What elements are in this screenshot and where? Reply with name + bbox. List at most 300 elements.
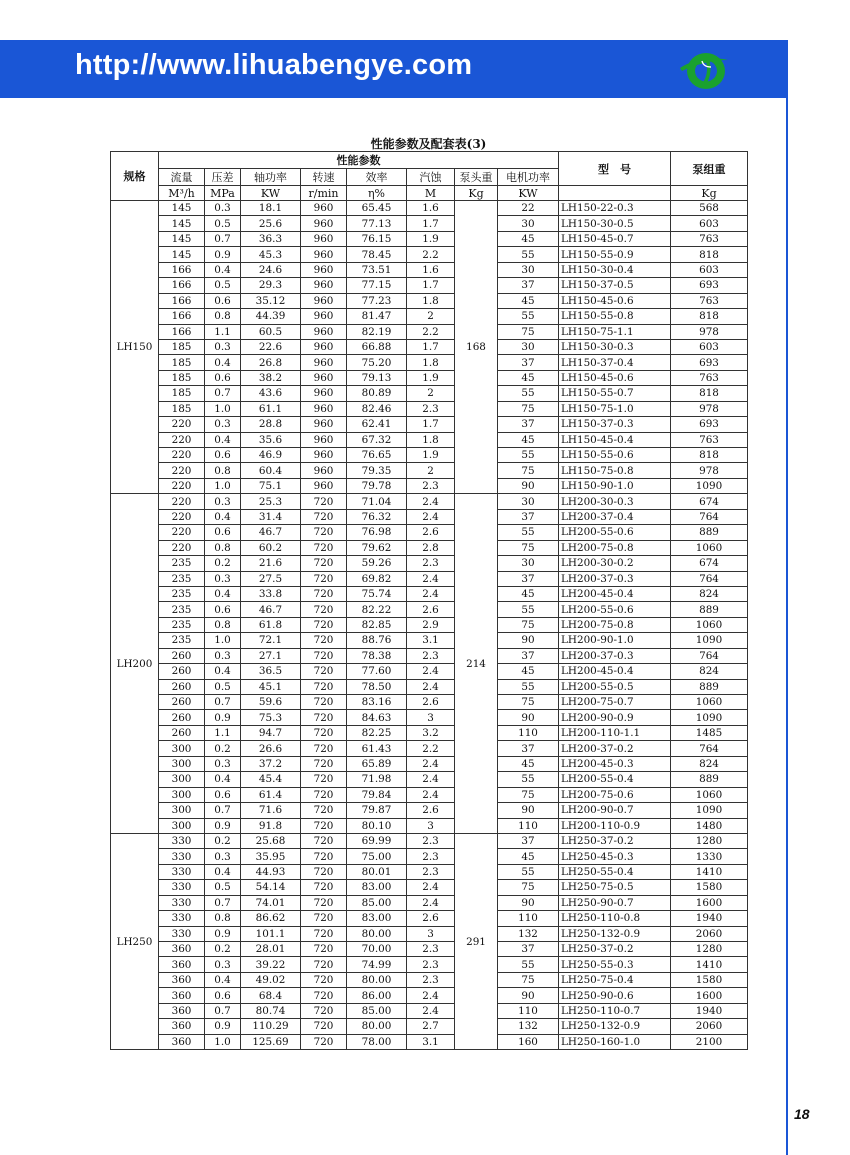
efficiency-cell: 83.16 <box>347 695 407 710</box>
efficiency-cell: 79.13 <box>347 370 407 385</box>
flow-cell: 300 <box>159 772 205 787</box>
motor-power-cell: 55 <box>498 247 559 262</box>
flow-cell: 360 <box>159 942 205 957</box>
model-cell: LH200-45-0.4 <box>559 586 671 601</box>
npsh-cell: 2.3 <box>407 849 455 864</box>
efficiency-cell: 77.60 <box>347 664 407 679</box>
flow-cell: 260 <box>159 648 205 663</box>
efficiency-cell: 78.38 <box>347 648 407 663</box>
flow-cell: 235 <box>159 556 205 571</box>
speed-cell: 960 <box>301 309 347 324</box>
head-cell: 0.7 <box>205 895 241 910</box>
motor-power-cell: 30 <box>498 494 559 509</box>
speed-cell: 720 <box>301 648 347 663</box>
speed-cell: 720 <box>301 509 347 524</box>
npsh-cell: 2.4 <box>407 679 455 694</box>
efficiency-cell: 78.00 <box>347 1034 407 1049</box>
motor-power-cell: 55 <box>498 772 559 787</box>
weight-cell: 763 <box>671 231 748 246</box>
flow-cell: 145 <box>159 231 205 246</box>
weight-cell: 1940 <box>671 911 748 926</box>
head-cell: 0.4 <box>205 432 241 447</box>
flow-cell: 220 <box>159 509 205 524</box>
speed-cell: 960 <box>301 448 347 463</box>
model-cell: LH150-45-0.6 <box>559 370 671 385</box>
weight-cell: 603 <box>671 216 748 231</box>
npsh-cell: 2.9 <box>407 617 455 632</box>
unit-shaft-power: KW <box>241 186 301 201</box>
head-cell: 0.8 <box>205 463 241 478</box>
shaft-power-cell: 94.7 <box>241 725 301 740</box>
head-cell: 0.8 <box>205 617 241 632</box>
table-row <box>111 525 748 540</box>
efficiency-cell: 80.00 <box>347 972 407 987</box>
table-row <box>111 617 748 632</box>
head-cell: 0.2 <box>205 741 241 756</box>
npsh-cell: 2.6 <box>407 911 455 926</box>
shaft-power-cell: 25.6 <box>241 216 301 231</box>
head-cell: 0.6 <box>205 525 241 540</box>
flow-cell: 300 <box>159 741 205 756</box>
flow-cell: 185 <box>159 339 205 354</box>
speed-cell: 720 <box>301 617 347 632</box>
npsh-cell: 3 <box>407 926 455 941</box>
shaft-power-cell: 45.4 <box>241 772 301 787</box>
header-npsh: 汽蚀 <box>407 169 455 186</box>
efficiency-cell: 69.99 <box>347 833 407 848</box>
efficiency-cell: 85.00 <box>347 1003 407 1018</box>
npsh-cell: 3 <box>407 818 455 833</box>
speed-cell: 720 <box>301 787 347 802</box>
table-row <box>111 679 748 694</box>
npsh-cell: 2.4 <box>407 494 455 509</box>
weight-cell: 2100 <box>671 1034 748 1049</box>
npsh-cell: 2.4 <box>407 988 455 1003</box>
speed-cell: 720 <box>301 556 347 571</box>
npsh-cell: 2.6 <box>407 602 455 617</box>
unit-npsh: M <box>407 186 455 201</box>
head-cell: 0.4 <box>205 355 241 370</box>
model-cell: LH150-22-0.3 <box>559 201 671 216</box>
shaft-power-cell: 29.3 <box>241 278 301 293</box>
flow-cell: 145 <box>159 216 205 231</box>
table-row <box>111 710 748 725</box>
flow-cell: 235 <box>159 633 205 648</box>
shaft-power-cell: 24.6 <box>241 262 301 277</box>
npsh-cell: 1.7 <box>407 278 455 293</box>
flow-cell: 145 <box>159 247 205 262</box>
head-cell: 0.5 <box>205 216 241 231</box>
weight-cell: 1090 <box>671 633 748 648</box>
weight-cell: 824 <box>671 756 748 771</box>
head-cell: 0.3 <box>205 756 241 771</box>
head-cell: 0.6 <box>205 602 241 617</box>
head-cell: 1.0 <box>205 1034 241 1049</box>
weight-cell: 889 <box>671 772 748 787</box>
flow-cell: 330 <box>159 849 205 864</box>
flow-cell: 300 <box>159 787 205 802</box>
website-url[interactable]: http://www.lihuabengye.com <box>75 49 473 81</box>
efficiency-cell: 77.13 <box>347 216 407 231</box>
header-banner <box>0 40 787 98</box>
efficiency-cell: 83.00 <box>347 880 407 895</box>
weight-cell: 568 <box>671 201 748 216</box>
motor-power-cell: 45 <box>498 293 559 308</box>
unit-head-weight: Kg <box>455 186 498 201</box>
table-row <box>111 386 748 401</box>
weight-cell: 1060 <box>671 787 748 802</box>
flow-cell: 300 <box>159 818 205 833</box>
efficiency-cell: 83.00 <box>347 911 407 926</box>
weight-cell: 1060 <box>671 695 748 710</box>
shaft-power-cell: 28.8 <box>241 417 301 432</box>
table-row <box>111 448 748 463</box>
head-cell: 0.5 <box>205 278 241 293</box>
motor-power-cell: 22 <box>498 201 559 216</box>
table-row <box>111 231 748 246</box>
flow-cell: 330 <box>159 833 205 848</box>
efficiency-cell: 82.46 <box>347 401 407 416</box>
speed-cell: 960 <box>301 216 347 231</box>
efficiency-cell: 61.43 <box>347 741 407 756</box>
weight-cell: 1600 <box>671 988 748 1003</box>
motor-power-cell: 75 <box>498 695 559 710</box>
weight-cell: 978 <box>671 401 748 416</box>
efficiency-cell: 75.20 <box>347 355 407 370</box>
flow-cell: 166 <box>159 293 205 308</box>
npsh-cell: 3 <box>407 710 455 725</box>
efficiency-cell: 85.00 <box>347 895 407 910</box>
weight-cell: 824 <box>671 586 748 601</box>
flow-cell: 260 <box>159 710 205 725</box>
shaft-power-cell: 49.02 <box>241 972 301 987</box>
weight-cell: 763 <box>671 293 748 308</box>
model-cell: LH200-45-0.3 <box>559 756 671 771</box>
weight-cell: 1330 <box>671 849 748 864</box>
head-cell: 0.9 <box>205 710 241 725</box>
table-row <box>111 571 748 586</box>
speed-cell: 960 <box>301 247 347 262</box>
model-cell: LH150-45-0.7 <box>559 231 671 246</box>
shaft-power-cell: 26.8 <box>241 355 301 370</box>
weight-cell: 889 <box>671 679 748 694</box>
weight-cell: 1280 <box>671 833 748 848</box>
efficiency-cell: 79.62 <box>347 540 407 555</box>
weight-cell: 818 <box>671 309 748 324</box>
header-group: 性能参数 <box>159 152 559 169</box>
table-row <box>111 494 748 509</box>
npsh-cell: 2.4 <box>407 586 455 601</box>
unit-model <box>559 186 671 201</box>
efficiency-cell: 75.00 <box>347 849 407 864</box>
shaft-power-cell: 61.1 <box>241 401 301 416</box>
weight-cell: 818 <box>671 247 748 262</box>
head-cell: 0.6 <box>205 293 241 308</box>
table-row <box>111 864 748 879</box>
speed-cell: 960 <box>301 324 347 339</box>
head-cell: 1.1 <box>205 725 241 740</box>
shaft-power-cell: 45.3 <box>241 247 301 262</box>
table-row <box>111 926 748 941</box>
shaft-power-cell: 125.69 <box>241 1034 301 1049</box>
table-row <box>111 478 748 493</box>
unit-weight: Kg <box>671 186 748 201</box>
speed-cell: 960 <box>301 355 347 370</box>
shaft-power-cell: 44.93 <box>241 864 301 879</box>
npsh-cell: 2.2 <box>407 247 455 262</box>
npsh-cell: 2.3 <box>407 478 455 493</box>
speed-cell: 720 <box>301 725 347 740</box>
efficiency-cell: 62.41 <box>347 417 407 432</box>
flow-cell: 330 <box>159 864 205 879</box>
efficiency-cell: 80.00 <box>347 1019 407 1034</box>
shaft-power-cell: 60.2 <box>241 540 301 555</box>
motor-power-cell: 55 <box>498 448 559 463</box>
head-cell: 0.3 <box>205 849 241 864</box>
shaft-power-cell: 35.95 <box>241 849 301 864</box>
shaft-power-cell: 37.2 <box>241 756 301 771</box>
weight-cell: 1280 <box>671 942 748 957</box>
speed-cell: 720 <box>301 571 347 586</box>
table-row <box>111 633 748 648</box>
speed-cell: 720 <box>301 957 347 972</box>
npsh-cell: 1.9 <box>407 370 455 385</box>
unit-head: MPa <box>205 186 241 201</box>
speed-cell: 960 <box>301 201 347 216</box>
efficiency-cell: 81.47 <box>347 309 407 324</box>
model-cell: LH200-75-0.6 <box>559 787 671 802</box>
weight-cell: 978 <box>671 463 748 478</box>
flow-cell: 185 <box>159 370 205 385</box>
weight-cell: 1410 <box>671 864 748 879</box>
weight-cell: 978 <box>671 324 748 339</box>
table-row <box>111 833 748 848</box>
npsh-cell: 1.9 <box>407 448 455 463</box>
shaft-power-cell: 28.01 <box>241 942 301 957</box>
speed-cell: 720 <box>301 803 347 818</box>
shaft-power-cell: 27.1 <box>241 648 301 663</box>
model-cell: LH200-37-0.3 <box>559 648 671 663</box>
speed-cell: 720 <box>301 710 347 725</box>
table-row <box>111 509 748 524</box>
flow-cell: 260 <box>159 664 205 679</box>
flow-cell: 300 <box>159 756 205 771</box>
head-cell: 0.3 <box>205 201 241 216</box>
npsh-cell: 2 <box>407 386 455 401</box>
table-row <box>111 942 748 957</box>
motor-power-cell: 132 <box>498 1019 559 1034</box>
table-row <box>111 247 748 262</box>
model-cell: LH150-55-0.7 <box>559 386 671 401</box>
head-cell: 0.4 <box>205 864 241 879</box>
weight-cell: 1090 <box>671 710 748 725</box>
npsh-cell: 1.7 <box>407 339 455 354</box>
motor-power-cell: 55 <box>498 864 559 879</box>
npsh-cell: 2.4 <box>407 509 455 524</box>
motor-power-cell: 30 <box>498 216 559 231</box>
flow-cell: 235 <box>159 571 205 586</box>
shaft-power-cell: 18.1 <box>241 201 301 216</box>
weight-cell: 2060 <box>671 1019 748 1034</box>
weight-cell: 764 <box>671 571 748 586</box>
npsh-cell: 3.1 <box>407 1034 455 1049</box>
npsh-cell: 2.6 <box>407 803 455 818</box>
header-shaft-power: 轴功率 <box>241 169 301 186</box>
model-cell: LH200-55-0.4 <box>559 772 671 787</box>
efficiency-cell: 67.32 <box>347 432 407 447</box>
weight-cell: 2060 <box>671 926 748 941</box>
table-row <box>111 355 748 370</box>
table-row <box>111 972 748 987</box>
flow-cell: 220 <box>159 417 205 432</box>
npsh-cell: 2.3 <box>407 401 455 416</box>
weight-cell: 764 <box>671 648 748 663</box>
header-flow: 流量 <box>159 169 205 186</box>
model-cell: LH200-30-0.2 <box>559 556 671 571</box>
shaft-power-cell: 25.68 <box>241 833 301 848</box>
model-cell: LH150-45-0.6 <box>559 293 671 308</box>
shaft-power-cell: 54.14 <box>241 880 301 895</box>
model-cell: LH150-55-0.6 <box>559 448 671 463</box>
flow-cell: 360 <box>159 972 205 987</box>
npsh-cell: 1.8 <box>407 293 455 308</box>
motor-power-cell: 75 <box>498 880 559 895</box>
motor-power-cell: 110 <box>498 818 559 833</box>
speed-cell: 720 <box>301 926 347 941</box>
motor-power-cell: 90 <box>498 895 559 910</box>
efficiency-cell: 77.23 <box>347 293 407 308</box>
speed-cell: 960 <box>301 432 347 447</box>
speed-cell: 720 <box>301 942 347 957</box>
flow-cell: 260 <box>159 679 205 694</box>
efficiency-cell: 69.82 <box>347 571 407 586</box>
unit-motor-power: KW <box>498 186 559 201</box>
table-row <box>111 432 748 447</box>
weight-cell: 889 <box>671 525 748 540</box>
npsh-cell: 2.4 <box>407 571 455 586</box>
head-cell: 0.2 <box>205 556 241 571</box>
model-cell: LH150-37-0.5 <box>559 278 671 293</box>
right-margin-rule <box>786 40 788 1155</box>
flow-cell: 260 <box>159 695 205 710</box>
table-row <box>111 664 748 679</box>
npsh-cell: 1.7 <box>407 216 455 231</box>
table-row <box>111 278 748 293</box>
head-weight-cell: 168 <box>455 201 498 494</box>
flow-cell: 235 <box>159 617 205 632</box>
model-cell: LH200-75-0.8 <box>559 617 671 632</box>
motor-power-cell: 90 <box>498 803 559 818</box>
npsh-cell: 1.6 <box>407 201 455 216</box>
model-cell: LH200-90-0.7 <box>559 803 671 818</box>
weight-cell: 818 <box>671 448 748 463</box>
weight-cell: 1600 <box>671 895 748 910</box>
head-weight-cell: 214 <box>455 494 498 834</box>
npsh-cell: 2.4 <box>407 787 455 802</box>
model-cell: LH250-132-0.9 <box>559 926 671 941</box>
shaft-power-cell: 80.74 <box>241 1003 301 1018</box>
speed-cell: 720 <box>301 586 347 601</box>
weight-cell: 603 <box>671 262 748 277</box>
table-row <box>111 262 748 277</box>
shaft-power-cell: 21.6 <box>241 556 301 571</box>
flow-cell: 360 <box>159 1019 205 1034</box>
shaft-power-cell: 46.9 <box>241 448 301 463</box>
speed-cell: 720 <box>301 525 347 540</box>
table-row <box>111 803 748 818</box>
speed-cell: 960 <box>301 293 347 308</box>
model-cell: LH200-110-1.1 <box>559 725 671 740</box>
motor-power-cell: 110 <box>498 911 559 926</box>
flow-cell: 166 <box>159 278 205 293</box>
head-cell: 1.0 <box>205 478 241 493</box>
shaft-power-cell: 44.39 <box>241 309 301 324</box>
table-row <box>111 540 748 555</box>
efficiency-cell: 80.00 <box>347 926 407 941</box>
head-cell: 1.0 <box>205 401 241 416</box>
head-cell: 0.8 <box>205 911 241 926</box>
efficiency-cell: 77.15 <box>347 278 407 293</box>
shaft-power-cell: 60.4 <box>241 463 301 478</box>
shaft-power-cell: 45.1 <box>241 679 301 694</box>
efficiency-cell: 74.99 <box>347 957 407 972</box>
npsh-cell: 2.4 <box>407 664 455 679</box>
speed-cell: 720 <box>301 833 347 848</box>
table-row <box>111 401 748 416</box>
motor-power-cell: 55 <box>498 309 559 324</box>
model-cell: LH150-30-0.4 <box>559 262 671 277</box>
speed-cell: 720 <box>301 664 347 679</box>
motor-power-cell: 75 <box>498 401 559 416</box>
speed-cell: 720 <box>301 494 347 509</box>
head-cell: 0.5 <box>205 679 241 694</box>
table-row <box>111 309 748 324</box>
speed-cell: 720 <box>301 1003 347 1018</box>
motor-power-cell: 55 <box>498 957 559 972</box>
header-model: 型 号 <box>559 152 671 186</box>
shaft-power-cell: 46.7 <box>241 525 301 540</box>
table-row <box>111 725 748 740</box>
page-number: 18 <box>794 1106 810 1122</box>
flow-cell: 166 <box>159 324 205 339</box>
model-cell: LH200-55-0.6 <box>559 525 671 540</box>
npsh-cell: 2.3 <box>407 864 455 879</box>
table-row <box>111 463 748 478</box>
shaft-power-cell: 86.62 <box>241 911 301 926</box>
flow-cell: 330 <box>159 880 205 895</box>
efficiency-cell: 78.45 <box>347 247 407 262</box>
npsh-cell: 2.4 <box>407 880 455 895</box>
table-row <box>111 911 748 926</box>
flow-cell: 145 <box>159 201 205 216</box>
motor-power-cell: 45 <box>498 231 559 246</box>
speed-cell: 960 <box>301 370 347 385</box>
npsh-cell: 2.4 <box>407 756 455 771</box>
efficiency-cell: 86.00 <box>347 988 407 1003</box>
speed-cell: 720 <box>301 911 347 926</box>
head-cell: 0.4 <box>205 509 241 524</box>
head-cell: 0.7 <box>205 231 241 246</box>
weight-cell: 674 <box>671 494 748 509</box>
table-row <box>111 602 748 617</box>
motor-power-cell: 37 <box>498 355 559 370</box>
flow-cell: 220 <box>159 448 205 463</box>
head-cell: 0.8 <box>205 540 241 555</box>
npsh-cell: 1.8 <box>407 432 455 447</box>
shaft-power-cell: 38.2 <box>241 370 301 385</box>
flow-cell: 300 <box>159 803 205 818</box>
flow-cell: 330 <box>159 895 205 910</box>
